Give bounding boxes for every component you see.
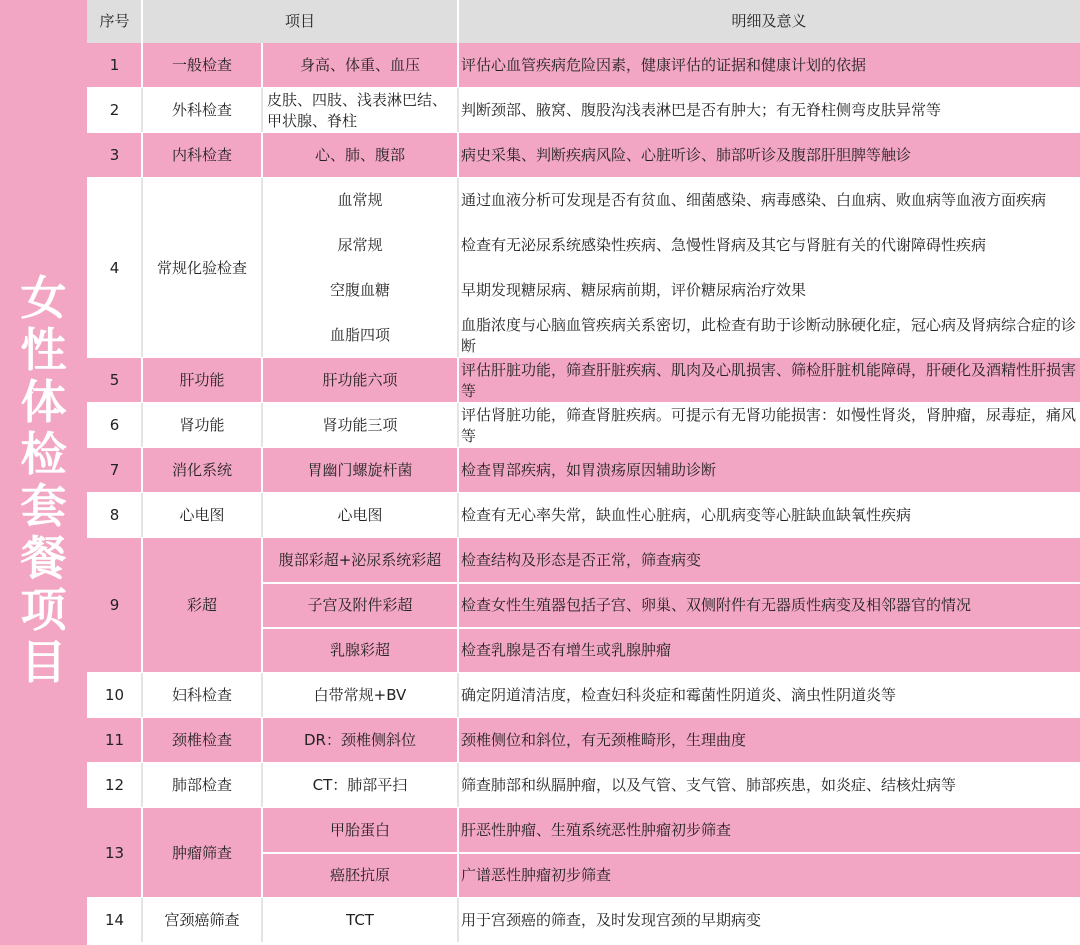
- row-category: 心电图: [179, 506, 225, 524]
- row-divider: [262, 627, 1080, 629]
- item-name: 身高、体重、血压: [299, 56, 420, 74]
- column-divider: [457, 493, 459, 538]
- column-divider: [457, 0, 459, 43]
- table-row: [87, 358, 1080, 403]
- row-number: 5: [109, 371, 120, 389]
- column-divider: [457, 133, 459, 178]
- item-detail: 检查乳腺是否有增生或乳腺肿瘤: [461, 641, 672, 659]
- column-divider: [261, 493, 263, 538]
- header-detail: 明细及意义: [731, 12, 807, 30]
- column-divider: [457, 898, 459, 943]
- row-divider: [262, 852, 1080, 854]
- column-divider: [457, 223, 459, 268]
- column-divider: [457, 853, 459, 898]
- banner-char: 套: [20, 478, 67, 533]
- item-name: 皮肤、四肢、浅表淋巴结、甲状腺、脊柱: [267, 90, 448, 130]
- banner-char: 女: [20, 270, 67, 325]
- table-row: [87, 808, 1080, 898]
- item-name: 白带常规+BV: [313, 686, 407, 704]
- column-divider: [261, 178, 263, 358]
- column-divider: [457, 403, 459, 448]
- item-name: DR：颈椎侧斜位: [304, 731, 416, 749]
- column-divider: [261, 763, 263, 808]
- table-row: [87, 673, 1080, 718]
- column-divider: [141, 898, 143, 943]
- column-divider: [457, 313, 459, 358]
- column-divider: [141, 448, 143, 493]
- row-divider: [87, 942, 1080, 944]
- sub-row: [262, 88, 1080, 133]
- item-detail: 检查有无泌尿系统感染性疾病、急慢性肾病及其它与肾脏有关的代谢障碍性疾病: [461, 236, 987, 254]
- column-divider: [457, 178, 459, 223]
- table-row: [87, 763, 1080, 808]
- column-divider: [141, 538, 143, 673]
- item-detail: 血脂浓度与心脑血管疾病关系密切，此检查有助于诊断动脉硬化症，冠心病及肾病综合症的诊断: [461, 315, 1077, 355]
- item-detail: 用于宫颈癌的筛查，及时发现宫颈的早期病变: [461, 911, 762, 929]
- banner-char: 检: [20, 426, 67, 481]
- row-number: 2: [109, 101, 120, 119]
- table-row: [87, 133, 1080, 178]
- item-name: 子宫及附件彩超: [307, 596, 413, 614]
- header-no: 序号: [99, 12, 130, 30]
- column-divider: [141, 493, 143, 538]
- sub-row: [262, 448, 1080, 493]
- sub-row: [262, 268, 1080, 313]
- banner-char: 目: [20, 634, 67, 689]
- column-divider: [457, 718, 459, 763]
- item-name: 腹部彩超+泌尿系统彩超: [278, 551, 442, 569]
- row-number: 12: [104, 776, 125, 794]
- column-divider: [141, 808, 143, 898]
- item-name: 心电图: [337, 506, 383, 524]
- row-category: 妇科检查: [171, 686, 232, 704]
- table-row: [87, 538, 1080, 673]
- row-number: 9: [109, 596, 120, 614]
- table-row: [87, 43, 1080, 88]
- column-divider: [261, 133, 263, 178]
- row-category: 消化系统: [171, 461, 232, 479]
- row-number: 10: [104, 686, 125, 704]
- column-divider: [141, 88, 143, 133]
- table-row: [87, 88, 1080, 133]
- column-divider: [141, 403, 143, 448]
- row-category: 外科检查: [171, 101, 232, 119]
- item-name: CT：肺部平扫: [312, 776, 408, 794]
- item-detail: 检查女性生殖器包括子宫、卵巢、双侧附件有无器质性病变及相邻器官的情况: [461, 596, 972, 614]
- row-number: 14: [104, 911, 125, 929]
- row-category: 肿瘤筛查: [171, 843, 232, 862]
- item-name: 心、肺、腹部: [314, 146, 405, 164]
- table-row: [87, 493, 1080, 538]
- row-divider: [262, 582, 1080, 584]
- row-category: 常规化验检查: [156, 258, 247, 277]
- sub-row: [262, 853, 1080, 898]
- row-category: 肺部检查: [171, 776, 232, 794]
- item-name: 胃幽门螺旋杆菌: [307, 461, 413, 479]
- column-divider: [457, 448, 459, 493]
- column-divider: [261, 673, 263, 718]
- item-name: 肾功能三项: [322, 416, 398, 434]
- column-divider: [261, 538, 263, 673]
- item-name: 甲胎蛋白: [329, 821, 390, 839]
- column-divider: [457, 673, 459, 718]
- row-category: 肾功能: [179, 416, 225, 434]
- sub-row: [262, 718, 1080, 763]
- banner-title: [0, 0, 87, 945]
- column-divider: [457, 43, 459, 88]
- column-divider: [261, 448, 263, 493]
- item-detail: 通过血液分析可发现是否有贫血、细菌感染、病毒感染、白血病、败血病等血液方面疾病: [461, 191, 1047, 209]
- column-divider: [261, 808, 263, 898]
- column-divider: [141, 178, 143, 358]
- row-number: 13: [104, 843, 125, 862]
- item-detail: 肝恶性肿瘤、生殖系统恶性肿瘤初步筛查: [461, 821, 732, 839]
- row-number: 3: [109, 146, 120, 164]
- item-name: 癌胚抗原: [329, 866, 390, 884]
- column-divider: [261, 898, 263, 943]
- item-detail: 判断颈部、腋窝、腹股沟浅表淋巴是否有肿大；有无脊柱侧弯皮肤异常等: [461, 101, 942, 119]
- item-detail: 检查有无心率失常，缺血性心脏病，心肌病变等心脏缺血缺氧性疾病: [461, 506, 912, 524]
- table-header-row: [87, 0, 1080, 43]
- banner-char: 餐: [20, 530, 67, 585]
- item-detail: 病史采集、判断疾病风险、心脏听诊、肺部听诊及腹部肝胆脾等触诊: [461, 146, 912, 164]
- item-name: TCT: [346, 911, 374, 929]
- item-detail: 评估肾脏功能，筛查肾脏疾病。可提示有无肾功能损害：如慢性肾炎，肾肿瘤，尿毒症，痛风等: [461, 405, 1077, 445]
- column-divider: [261, 403, 263, 448]
- column-divider: [457, 358, 459, 403]
- column-divider: [141, 43, 143, 88]
- table-row: [87, 898, 1080, 943]
- row-category: 彩超: [186, 596, 217, 614]
- item-name: 尿常规: [337, 236, 383, 254]
- item-name: 乳腺彩超: [329, 641, 390, 659]
- column-divider: [141, 133, 143, 178]
- sub-row: [262, 313, 1080, 358]
- item-detail: 评估心血管疾病危险因素，健康评估的证据和健康计划的依据: [461, 56, 867, 74]
- column-divider: [261, 43, 263, 88]
- table-row: [87, 178, 1080, 358]
- item-detail: 颈椎侧位和斜位，有无颈椎畸形，生理曲度: [461, 731, 747, 749]
- sub-row: [262, 808, 1080, 853]
- sub-row: [262, 178, 1080, 223]
- row-number: 6: [109, 416, 120, 434]
- sub-row: [262, 673, 1080, 718]
- item-detail: 评估肝脏功能，筛查肝脏疾病、肌肉及心肌损害、筛检肝脏机能障碍，肝硬化及酒精性肝损害等: [461, 360, 1077, 400]
- sub-row: [262, 223, 1080, 268]
- checkup-table: [87, 0, 1080, 945]
- column-divider: [457, 628, 459, 673]
- sub-row: [262, 628, 1080, 673]
- item-detail: 早期发现糖尿病、糖尿病前期，评价糖尿病治疗效果: [461, 281, 807, 299]
- sub-row: [262, 403, 1080, 448]
- table-row: [87, 403, 1080, 448]
- column-divider: [457, 268, 459, 313]
- column-divider: [457, 763, 459, 808]
- item-detail: 确定阴道清洁度，检查妇科炎症和霉菌性阴道炎、滴虫性阴道炎等: [461, 686, 897, 704]
- item-detail: 广谱恶性肿瘤初步筛查: [461, 866, 612, 884]
- item-detail: 检查结构及形态是否正常，筛查病变: [461, 551, 702, 569]
- column-divider: [141, 0, 143, 43]
- row-category: 一般检查: [171, 56, 232, 74]
- item-name: 血脂四项: [329, 326, 390, 344]
- column-divider: [141, 673, 143, 718]
- sub-row: [262, 358, 1080, 403]
- row-category: 内科检查: [171, 146, 232, 164]
- column-divider: [261, 718, 263, 763]
- sub-row: [262, 493, 1080, 538]
- sub-row: [262, 898, 1080, 943]
- banner-char: 项: [20, 582, 67, 637]
- row-number: 8: [109, 506, 120, 524]
- sub-row: [262, 43, 1080, 88]
- table-row: [87, 718, 1080, 763]
- header-item: 项目: [284, 12, 315, 30]
- side-banner: [0, 0, 87, 945]
- item-detail: 筛查肺部和纵膈肿瘤，以及气管、支气管、肺部疾患，如炎症、结核灶病等: [461, 776, 957, 794]
- item-detail: 检查胃部疾病，如胃溃疡原因辅助诊断: [461, 461, 717, 479]
- column-divider: [261, 358, 263, 403]
- column-divider: [457, 808, 459, 853]
- row-number: 11: [104, 731, 125, 749]
- sub-row: [262, 763, 1080, 808]
- column-divider: [457, 88, 459, 133]
- banner-char: 性: [20, 322, 67, 377]
- column-divider: [141, 763, 143, 808]
- item-name: 空腹血糖: [329, 281, 390, 299]
- item-name: 血常规: [337, 191, 383, 209]
- column-divider: [141, 358, 143, 403]
- banner-char: 体: [20, 374, 67, 429]
- row-category: 肝功能: [179, 371, 225, 389]
- column-divider: [457, 538, 459, 583]
- row-number: 1: [109, 56, 120, 74]
- column-divider: [141, 718, 143, 763]
- column-divider: [261, 88, 263, 133]
- sub-row: [262, 538, 1080, 583]
- table-row: [87, 448, 1080, 493]
- row-category: 宫颈癌筛查: [164, 911, 240, 929]
- row-number: 7: [109, 461, 120, 479]
- sub-row: [262, 583, 1080, 628]
- column-divider: [457, 583, 459, 628]
- row-category: 颈椎检查: [171, 731, 232, 749]
- row-number: 4: [109, 258, 120, 277]
- item-name: 肝功能六项: [322, 371, 398, 389]
- sub-row: [262, 133, 1080, 178]
